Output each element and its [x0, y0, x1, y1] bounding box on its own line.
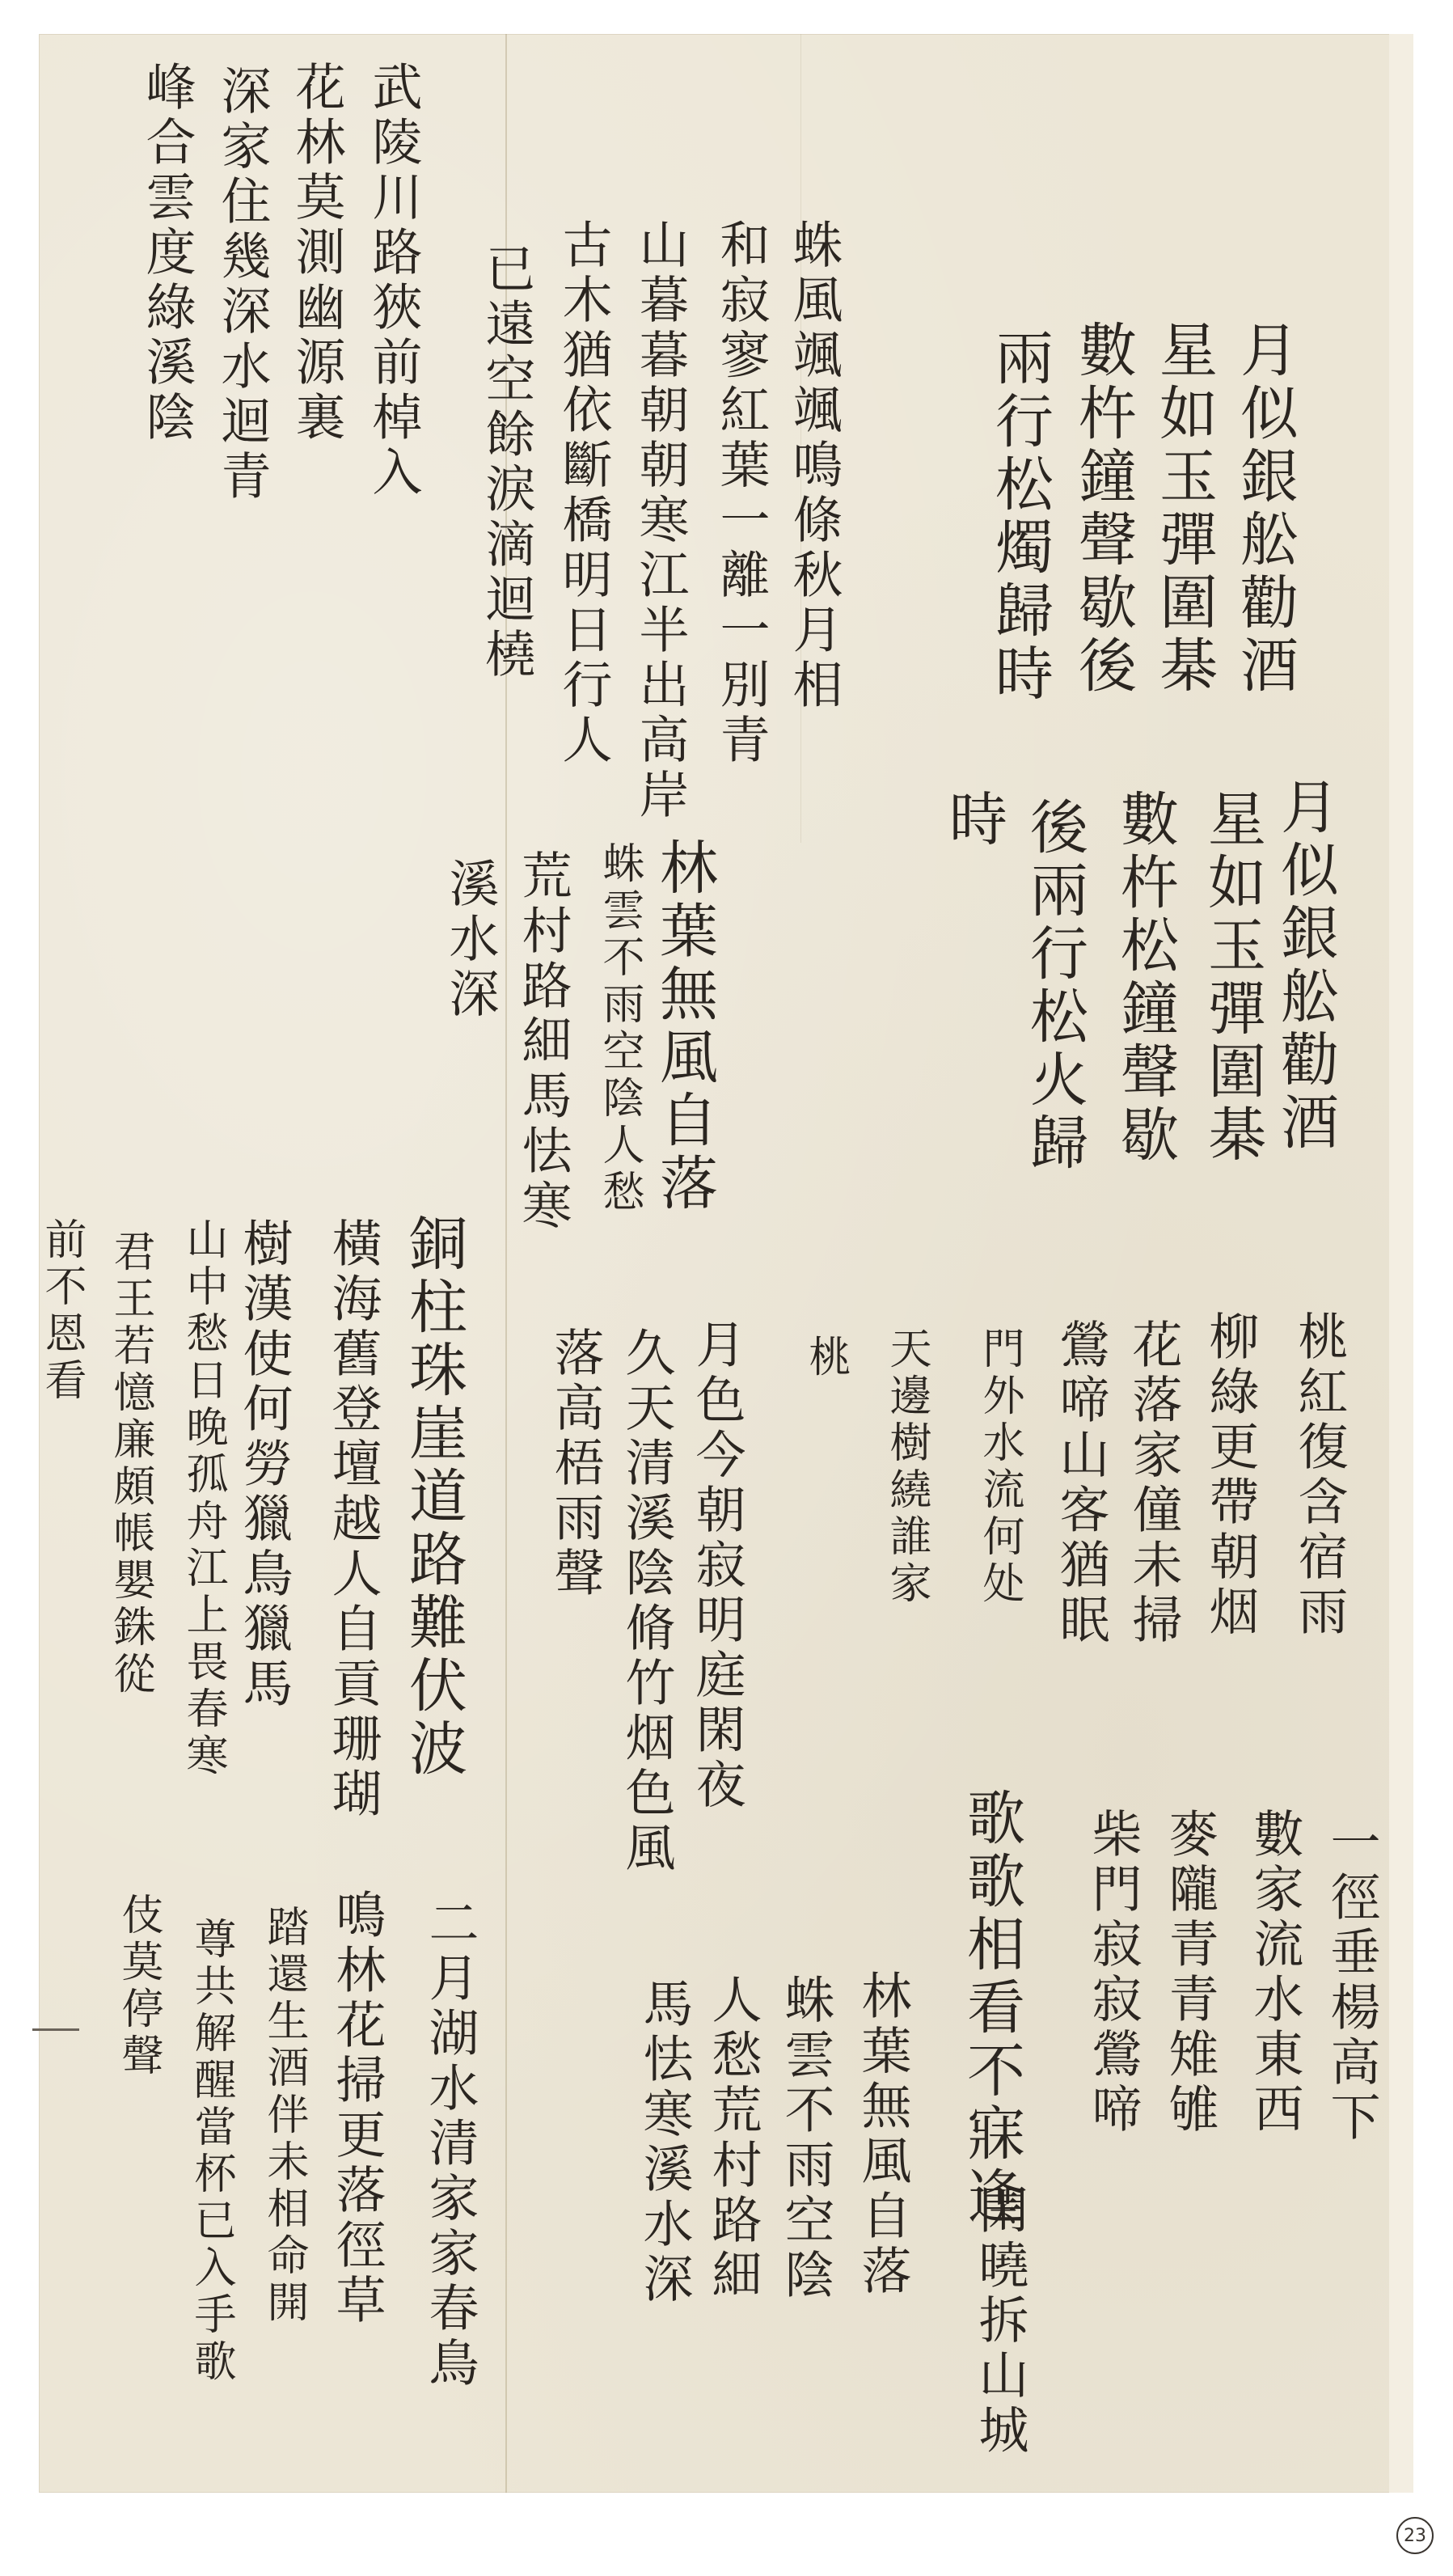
- poem-2-line-1: 月似銀舩勸酒: [1271, 776, 1339, 1155]
- poem-13-line-3: 踏還生酒伴未相命開: [260, 1905, 308, 2327]
- poem-2-line-3: 數杵松鐘聲歇: [1111, 789, 1179, 1167]
- poem-12-line-2: 蛛雲不雨空陰: [776, 1973, 835, 2303]
- poem-8-line-3: 落高梧雨聲: [546, 1326, 605, 1601]
- poem-2-line-4: 後兩行松火歸: [1020, 797, 1088, 1175]
- poem-5-line-1: 林葉無風自落: [650, 837, 718, 1216]
- poem-5-line-2: 蛛雲不雨空陰人愁: [595, 841, 644, 1216]
- poem-1-line-3: 數杵鐘聲歇後: [1069, 319, 1137, 698]
- poem-5-line-4: 溪水深: [441, 857, 500, 1022]
- poem-11-line-2: 閑曉拆山城: [970, 2184, 1029, 2459]
- poem-10-line-4: 柴門寂寂鶯啼: [1083, 1808, 1143, 2138]
- poem-9-line-1: 銅柱珠崖道路難伏波: [399, 1213, 467, 1781]
- page-number: 23: [1396, 2517, 1434, 2554]
- poem-3-line-1: 蛛風颯颯鳴條秋月相: [784, 218, 843, 713]
- poem-4-line-3: 深家住幾深水迴青: [213, 65, 272, 505]
- poem-13-line-2: 鳴林花掃更落徑草: [327, 1889, 386, 2329]
- poem-3-line-4: 古木猶依斷橋明日行人: [554, 218, 613, 768]
- poem-3-line-5: 已遠空餘淚滴迴橈: [477, 243, 536, 683]
- poem-12-line-3: 人愁荒村路細: [703, 1973, 762, 2303]
- poem-5-line-3: 荒村路細馬怯寒: [513, 849, 572, 1234]
- poem-13-line-4: 尊共解醒當杯已入手歌: [187, 1917, 235, 2386]
- poem-6-line-1: 桃紅復含宿雨: [1290, 1310, 1349, 1640]
- poem-6-line-4: 鶯啼山客猶眠: [1051, 1318, 1110, 1648]
- margin-mark: [32, 2028, 79, 2031]
- poem-9-line-3: 樹漢使何勞獵鳥獵馬: [234, 1217, 294, 1712]
- poem-13-line-5: 伎莫停聲: [114, 1893, 163, 2080]
- poem-8-line-2: 久天清溪陰脩竹烟色風: [617, 1326, 676, 1876]
- poem-9-line-4: 山中愁日晚孤舟江上畏春寒: [179, 1217, 227, 1780]
- poem-7-line-2: 天邊樹繞誰家: [882, 1326, 931, 1608]
- poem-10-line-2: 數家流水東西: [1245, 1808, 1304, 2138]
- poem-13-line-1: 二月湖水清家家春鳥: [420, 1897, 479, 2392]
- poem-6-line-3: 花落家僮未掃: [1124, 1318, 1183, 1648]
- poem-6-line-2: 柳綠更帶朝烟: [1201, 1310, 1260, 1640]
- poem-4-line-1: 武陵川路狹前棹入: [364, 61, 423, 501]
- poem-4-line-4: 峰合雲度綠溪陰: [137, 61, 196, 446]
- poem-10-line-1: 一徑垂楊高下: [1322, 1816, 1381, 2146]
- poem-7-line-1: 門外水流何处: [975, 1326, 1024, 1608]
- poem-10-line-3: 麥隴青青雉雊: [1160, 1808, 1219, 2138]
- poem-8-line-1: 月色今朝寂明庭閑夜: [687, 1318, 746, 1813]
- paper-edge: [1389, 34, 1413, 2493]
- poem-3-line-3: 山暮暮朝朝寒江半出高岸: [631, 218, 690, 823]
- poem-2-line-2: 星如玉彈圍棊: [1198, 789, 1266, 1167]
- poem-9-line-6: 前不恩看: [37, 1217, 86, 1405]
- poem-2-line-5: 時: [940, 789, 1007, 852]
- poem-3-line-2: 和寂寥紅葉一離一別青: [712, 218, 771, 768]
- poem-4-line-2: 花林莫測幽源裏: [287, 61, 346, 446]
- poem-1-line-1: 月似銀舩勸酒: [1231, 319, 1299, 698]
- poem-1-line-2: 星如玉彈圍棊: [1150, 319, 1218, 698]
- poem-7-line-3: 桃: [801, 1335, 850, 1381]
- poem-1-line-4: 兩行松燭歸時: [986, 328, 1054, 706]
- poem-11-line-1: 歌歌相看不寐逢: [957, 1787, 1025, 2229]
- poem-9-line-5: 君王若憶廉頗帳嬰銖從: [106, 1229, 154, 1698]
- poem-12-line-1: 林葉無風自落: [853, 1969, 912, 2299]
- poem-9-line-2: 橫海舊登壇越人自貢珊瑚: [323, 1217, 382, 1822]
- poem-12-line-4: 馬怯寒溪水深: [635, 1977, 694, 2307]
